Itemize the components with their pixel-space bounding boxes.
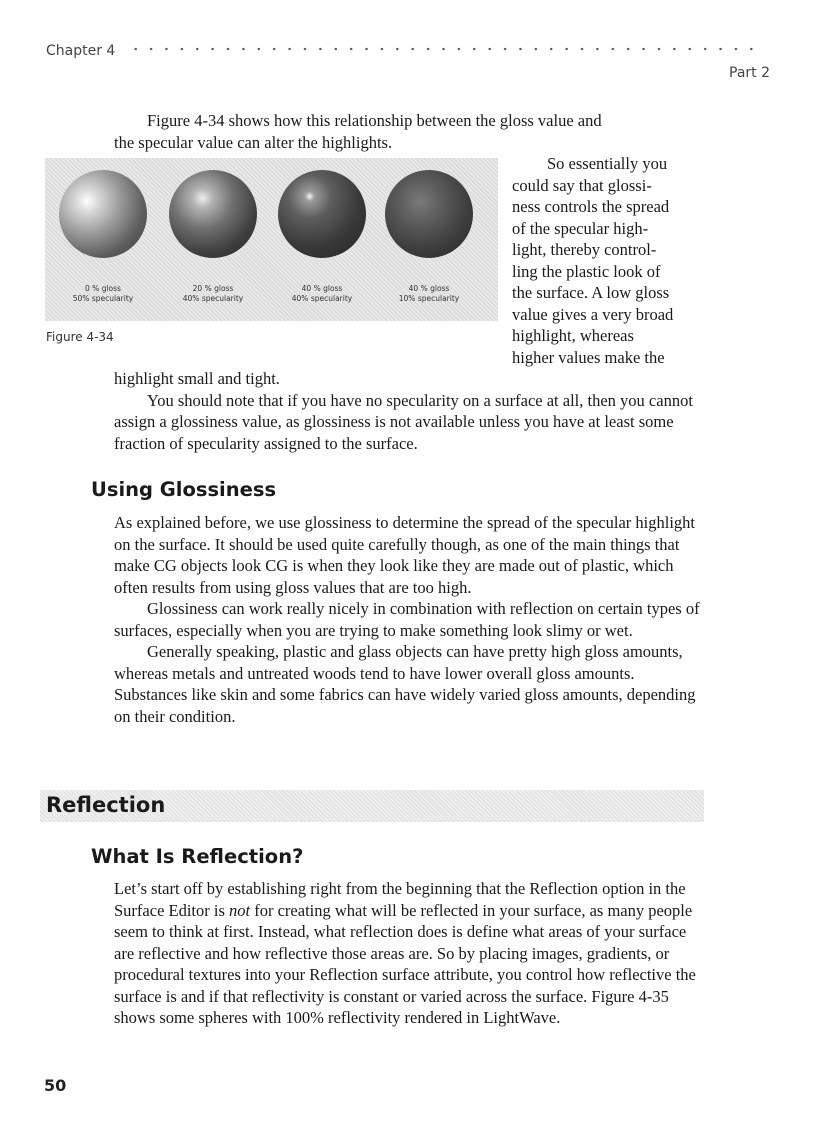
page-number: 50 [44,1076,67,1095]
glossiness-section-body [114,512,706,727]
figure-4-34-gloss-spheres [45,158,498,321]
figure-label: Figure 4-34 [46,330,114,344]
heading-using-glossiness: Using Glossiness [91,478,277,501]
sphere-40-gloss-10-spec [385,170,473,258]
intro-line-2: the specular value can alter the highlights. [114,132,393,152]
reflection-paragraph-1: Let’s start off by establishing right from the beginning that the Reflection option in the Surface Editor is not for creating what will be reflected in your surface, as many people seem to think at first. Instead, what reflection does is define what areas of your surface are reflective and how reflective those areas are. So by placing images, gradients, or procedural textures into your Reflection surface attribute, you control how reflective the surface is and if that reflectivity is constant or varied across the surface. Figure 4-35 shows some spheres with 100% reflectivity rendered in LightWave. [114,879,696,1027]
side-line: value gives a very broad [512,304,674,324]
side-line: the surface. A low gloss [512,283,670,302]
side-paragraph [512,153,712,368]
continuation-block [114,368,706,454]
sphere-caption: 20 % gloss 40% specularity [182,284,244,303]
sphere-0-gloss [59,170,147,258]
sphere-caption: 0 % gloss 50% specularity [72,284,134,303]
side-line: of the specular high- [512,218,649,238]
running-header-part: Part 2 [729,65,770,81]
sphere-caption: 40 % gloss 10% specularity [398,284,460,303]
intro-paragraph [114,110,714,153]
heading-what-is-reflection: What Is Reflection? [91,845,304,868]
side-line: highlight, whereas [512,326,634,345]
header-dot-leader [128,46,756,52]
glossiness-paragraph-2: Glossiness can work really nicely in combination with reflection on certain types of surfaces, especially when you are trying to make something look slimy or wet. [114,599,700,640]
section-bar-reflection [40,790,704,822]
section-title-reflection: Reflection [46,793,166,817]
side-line: So essentially you [547,154,668,173]
sphere-40-gloss-40-spec [278,170,366,258]
intro-line-1: Figure 4-34 shows how this relationship between the gloss value and [147,111,602,130]
sphere-caption: 40 % gloss 40% specularity [291,284,353,303]
side-line: could say that glossi- [512,175,652,195]
side-line: light, thereby control- [512,240,657,259]
reflection-section-body [114,878,706,1029]
continuation-line: highlight small and tight. [114,369,280,388]
glossiness-paragraph-3: Generally speaking, plastic and glass objects can have pretty high gloss amounts, whereas metals and untreated woods tend to have lower overall gloss amounts. Substances like skin and some fabrics can have widely varied gloss amounts, depending on their condition. [114,642,696,726]
sphere-20-gloss [169,170,257,258]
side-line: higher values make the [512,347,665,367]
side-line: ness controls the spread [512,197,670,216]
specularity-note-paragraph: You should note that if you have no specularity on a surface at all, then you cannot assign a glossiness value, as glossiness is not available unless you have at least some fraction of specularity assigned to the surface. [114,390,693,453]
glossiness-paragraph-1: As explained before, we use glossiness to determine the spread of the specular highlight on the surface. It should be used quite carefully though, as one of the main things that make CG objects look CG is when they look like they are made out of plastic, which often results from using gloss values that are too high. [114,513,696,597]
side-line: ling the plastic look of [512,261,661,281]
running-header-chapter: Chapter 4 [46,43,116,59]
